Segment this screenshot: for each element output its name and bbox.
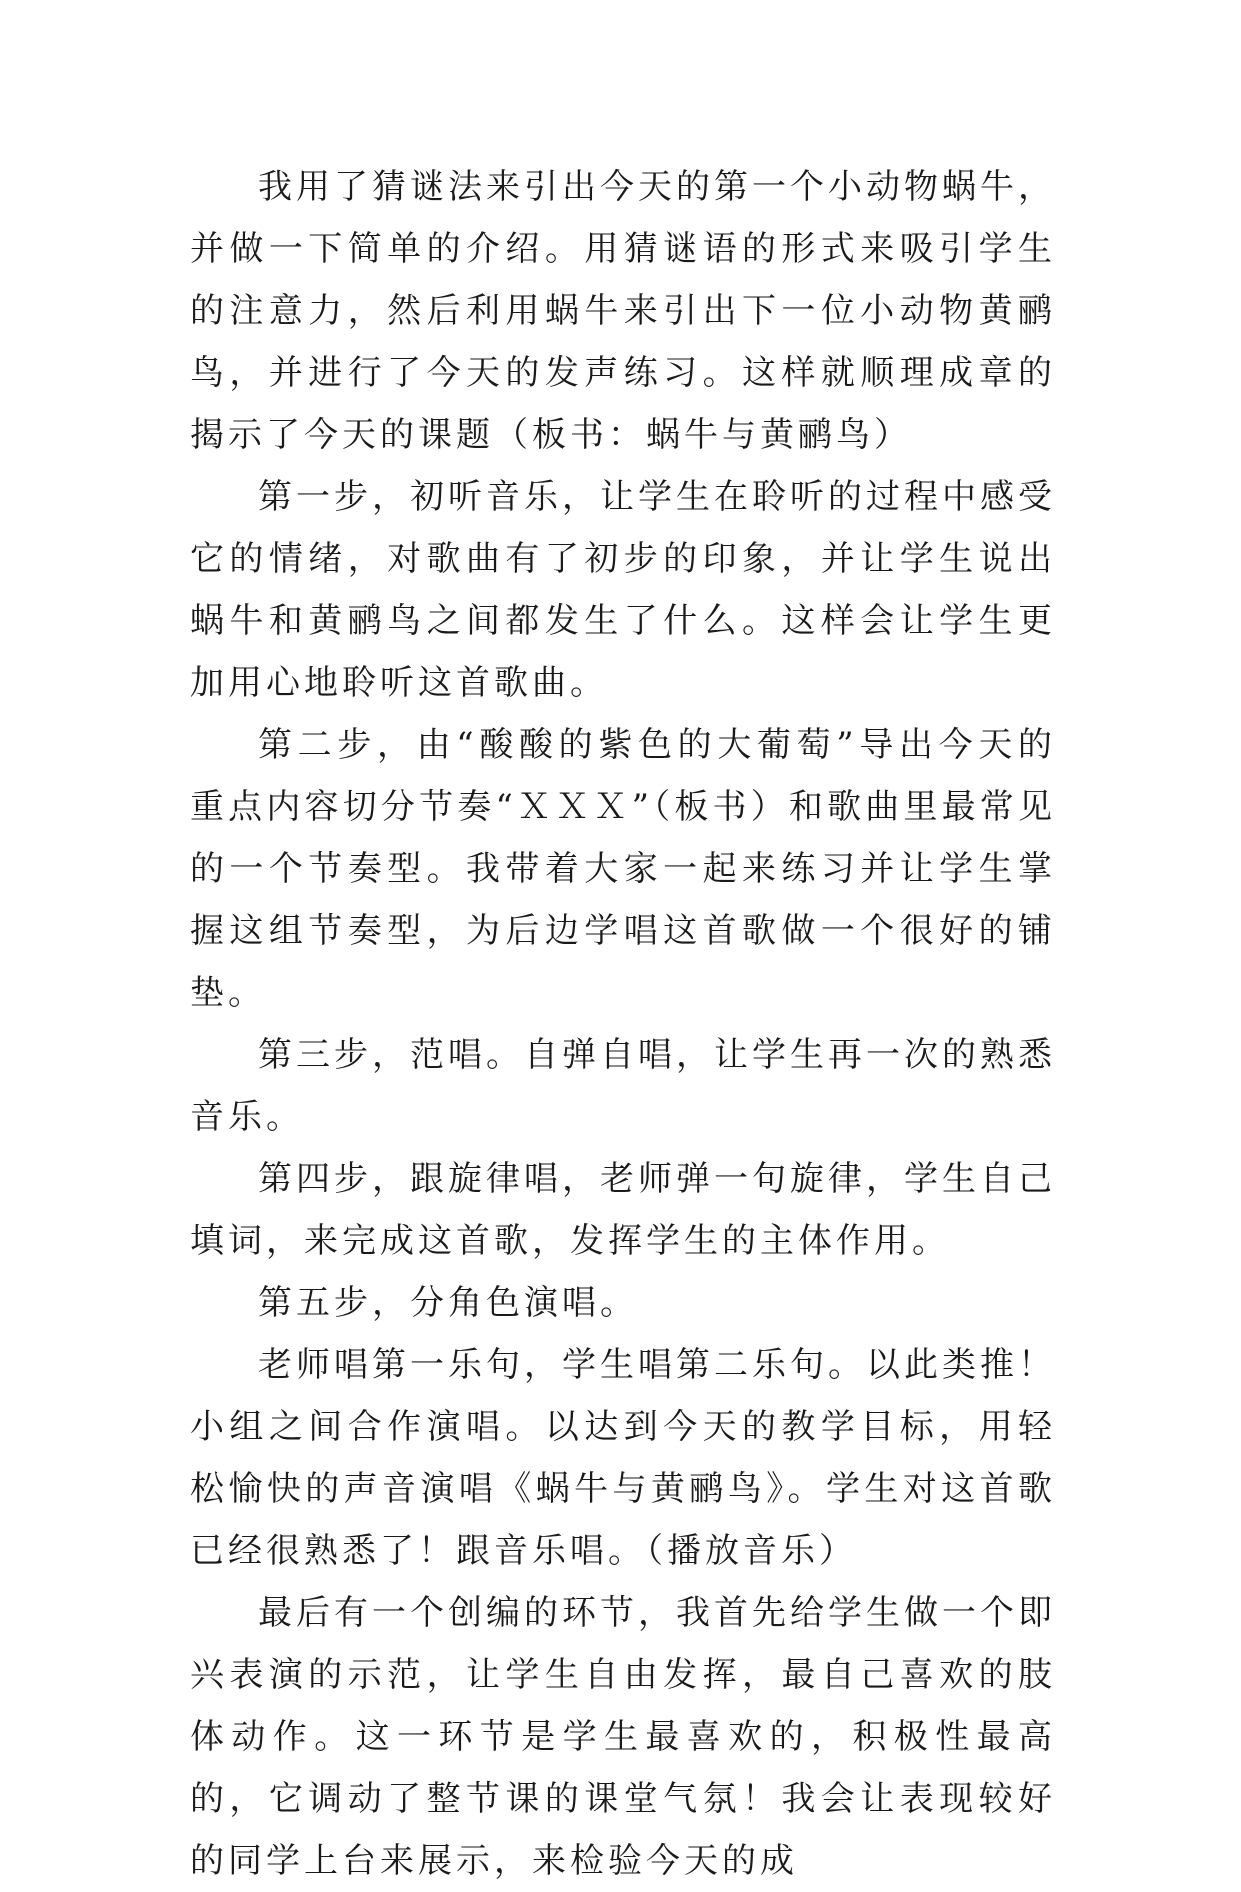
- document-body: [190, 156, 1056, 1892]
- paragraph-step-three: 第三步，范唱。自弹自唱，让学生再一次的熟悉音乐。: [190, 1035, 1056, 1137]
- paragraph-step-four: 第四步，跟旋律唱，老师弹一句旋律，学生自己填词，来完成这首歌，发挥学生的主体作用。: [190, 1159, 1056, 1261]
- paragraph-role-singing: 老师唱第一乐句，学生唱第二乐句。以此类推！小组之间合作演唱。以达到今天的教学目标，用轻松愉快的声音演唱《蜗牛与黄鹂鸟》。学生对这首歌已经很熟悉了！跟音乐唱。（播放音乐）: [190, 1345, 1056, 1571]
- paragraph-step-two: 第二步，由“酸酸的紫色的大葡萄”导出今天的重点内容切分节奏“ＸＸＸ”（板书）和歌曲里最常见的一个节奏型。我带着大家一起来练习并让学生掌握这组节奏型，为后边学唱这首歌做一个很好的铺垫。: [190, 725, 1056, 1013]
- paragraph-step-five: 第五步，分角色演唱。: [258, 1283, 638, 1323]
- paragraph-intro: 我用了猜谜法来引出今天的第一个小动物蜗牛，并做一下简单的介绍。用猜谜语的形式来吸引学生的注意力，然后利用蜗牛来引出下一位小动物黄鹂鸟，并进行了今天的发声练习。这样就顺理成章的揭示了今天的课题（板书：蜗牛与黄鹂鸟）: [190, 167, 1056, 455]
- paragraph-step-one: 第一步，初听音乐，让学生在聆听的过程中感受它的情绪，对歌曲有了初步的印象，并让学生说出蜗牛和黄鹂鸟之间都发生了什么。这样会让学生更加用心地聆听这首歌曲。: [190, 477, 1056, 703]
- paragraph-creative: 最后有一个创编的环节，我首先给学生做一个即兴表演的示范，让学生自由发挥，最自己喜欢的肢体动作。这一环节是学生最喜欢的，积极性最高的，它调动了整节课的课堂气氛！我会让表现较好的同学上台来展示，来检验今天的成: [190, 1593, 1056, 1881]
